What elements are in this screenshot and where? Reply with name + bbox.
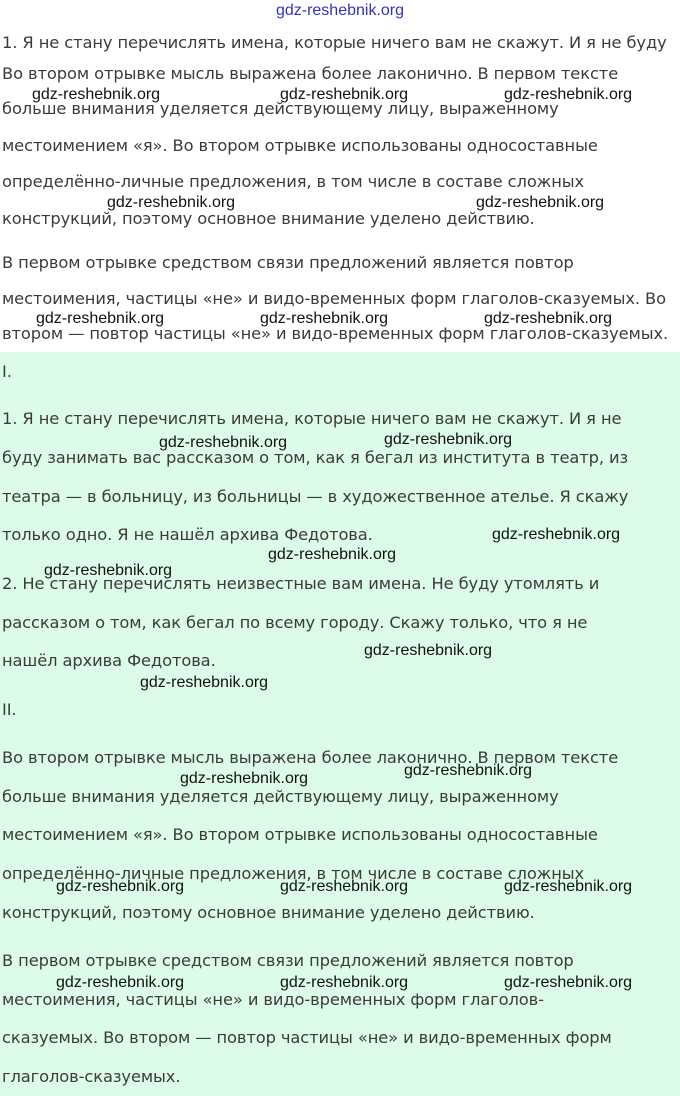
text-line: 2. Не стану перечислять неизвестные вам имена. Не буду утомлять и [2, 574, 600, 593]
text-line: буду занимать вас рассказом о том, как я бегал из института в театр, из [2, 448, 629, 467]
text-line: конструкций, поэтому основное внимание уделено действию. [2, 209, 535, 228]
watermark: gdz-reshebnik.org [260, 310, 389, 327]
watermark: gdz-reshebnik.org [56, 878, 185, 895]
watermark: gdz-reshebnik.org [180, 770, 309, 787]
text-line: определённо-личные предложения, в том числе в составе сложных [2, 172, 585, 191]
header-watermark: gdz-reshebnik.org [275, 2, 405, 19]
text-line: определённо-личные предложения, в том числе в составе сложных [2, 864, 585, 883]
watermark: gdz-reshebnik.org [56, 974, 185, 991]
watermark: gdz-reshebnik.org [492, 526, 621, 543]
watermark: gdz-reshebnik.org [44, 562, 173, 579]
text-line: местоимением «я». Во втором отрывке использованы односоставные [2, 136, 598, 155]
text-line: Во втором отрывке мысль выражена более лаконично. В первом тексте [2, 64, 619, 83]
section-numeral: I. [2, 362, 12, 381]
text-line: только одно. Я не нашёл архива Федотова. [2, 525, 373, 544]
watermark: gdz-reshebnik.org [280, 878, 409, 895]
text-line: сказуемых. Во втором — повтор частицы «не» и видо-временных форм [2, 1028, 612, 1047]
section-numeral: II. [2, 700, 17, 719]
watermark: gdz-reshebnik.org [36, 310, 165, 327]
watermark: gdz-reshebnik.org [504, 974, 633, 991]
watermark: gdz-reshebnik.org [107, 194, 236, 211]
text-line: местоимения, частицы «не» и видо-временных форм глаголов- [2, 990, 544, 1009]
text-line: местоимения, частицы «не» и видо-временных форм глаголов-сказуемых. Во [2, 289, 666, 308]
text-line: нашёл архива Федотова. [2, 651, 216, 670]
text-line: рассказом о том, как бегал по всему городу. Скажу только, что я не [2, 613, 588, 632]
watermark: gdz-reshebnik.org [484, 310, 613, 327]
watermark: gdz-reshebnik.org [280, 974, 409, 991]
text-line: глаголов-сказуемых. [2, 1067, 181, 1086]
text-line: больше внимания уделяется действующему лицу, выраженному [2, 787, 559, 806]
watermark: gdz-reshebnik.org [504, 86, 633, 103]
watermark: gdz-reshebnik.org [159, 434, 288, 451]
text-line: больше внимания уделяется действующему лицу, выраженному [2, 99, 559, 118]
text-line: конструкций, поэтому основное внимание уделено действию. [2, 903, 535, 922]
watermark: gdz-reshebnik.org [476, 194, 605, 211]
text-line: театра — в больницу, из больницы — в художественное ателье. Я скажу [2, 487, 629, 506]
watermark: gdz-reshebnik.org [32, 86, 161, 103]
text-line: Во втором отрывке мысль выражена более лаконично. В первом тексте [2, 748, 619, 767]
watermark: gdz-reshebnik.org [384, 431, 513, 448]
watermark: gdz-reshebnik.org [280, 86, 409, 103]
text-line: В первом отрывке средством связи предложений является повтор [2, 253, 574, 272]
watermark: gdz-reshebnik.org [268, 546, 397, 563]
watermark: gdz-reshebnik.org [140, 674, 269, 691]
text-line: 1. Я не стану перечислять имена, которые ничего вам не скажут. И я не буду [2, 33, 667, 52]
text-line: В первом отрывке средством связи предложений является повтор [2, 951, 574, 970]
watermark: gdz-reshebnik.org [504, 878, 633, 895]
text-line: втором — повтор частицы «не» и видо-временных форм глаголов-сказуемых. [2, 324, 669, 343]
watermark: gdz-reshebnik.org [364, 642, 493, 659]
text-line: местоимением «я». Во втором отрывке использованы односоставные [2, 825, 598, 844]
text-line: 1. Я не стану перечислять имена, которые ничего вам не скажут. И я не [2, 409, 622, 428]
watermark: gdz-reshebnik.org [404, 762, 533, 779]
